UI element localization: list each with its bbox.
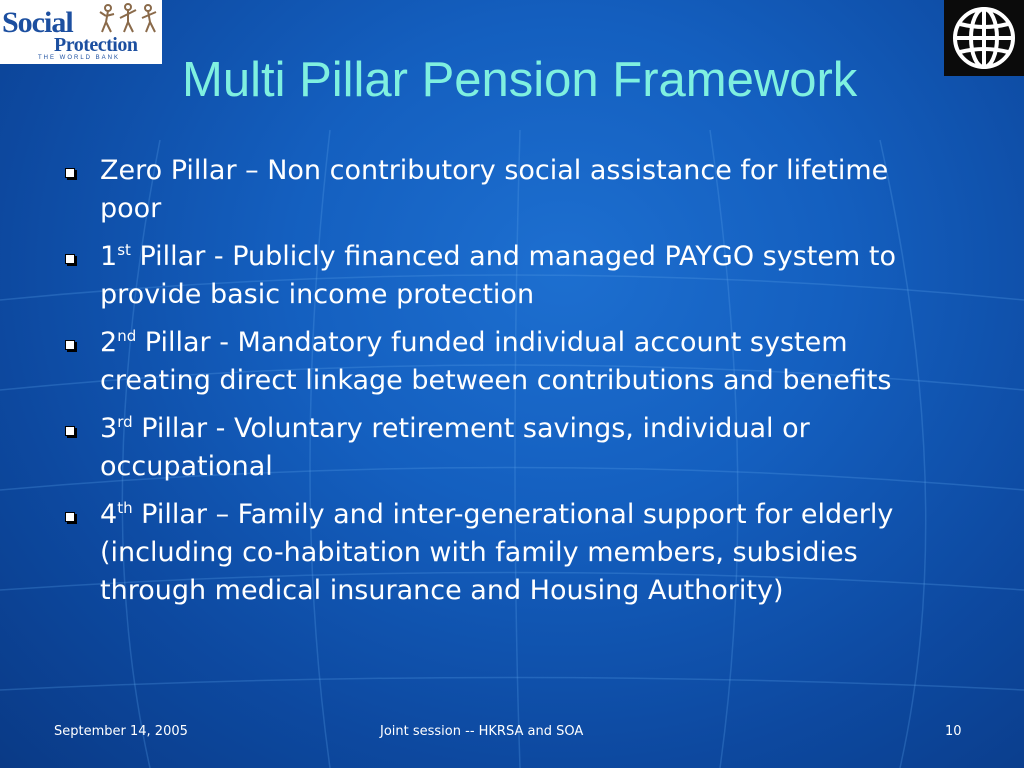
square-bullet-icon — [65, 512, 75, 522]
bullet-text: Pillar - Publicly financed and managed PAYGO system to provide basic income protection — [100, 241, 896, 310]
bullet-ordinal: st — [117, 241, 131, 259]
world-bank-globe-icon — [950, 4, 1018, 72]
bullet-item — [58, 410, 958, 486]
bullet-number: 2 — [100, 327, 118, 358]
logo-word-social: Social — [2, 6, 73, 39]
bullet-ordinal: nd — [117, 327, 137, 345]
footer-center-text: Joint session -- HKRSA and SOA — [380, 724, 584, 739]
bullet-item — [58, 238, 958, 314]
bullet-text: Pillar – Family and inter-generational support for elderly (including co-habitation with family members, subsidies through medical insurance and Housing Authority) — [100, 499, 894, 606]
square-bullet-icon — [65, 168, 75, 178]
bullet-ordinal: rd — [117, 413, 133, 431]
square-bullet-icon — [65, 340, 75, 350]
square-bullet-icon — [65, 254, 75, 264]
people-figures-icon — [98, 2, 160, 34]
bullet-text: Pillar - Mandatory funded individual account system creating direct linkage between contributions and benefits — [100, 327, 892, 396]
bullet-text: Pillar - Voluntary retirement savings, individual or occupational — [100, 413, 810, 482]
bullet-number: 1 — [100, 241, 118, 272]
footer-date: September 14, 2005 — [54, 724, 188, 739]
bullet-item — [58, 496, 958, 610]
bullet-number: 4 — [100, 499, 118, 530]
bullet-ordinal: th — [117, 499, 133, 517]
bullet-text: Zero Pillar – Non contributory social assistance for lifetime poor — [100, 155, 889, 224]
logo-word-protection: Protection — [54, 34, 138, 56]
logo-word-world-bank: THE WORLD BANK — [38, 55, 121, 61]
bullet-item — [58, 152, 958, 228]
square-bullet-icon — [65, 426, 75, 436]
bullet-number: 3 — [100, 413, 118, 444]
social-protection-logo — [0, 0, 162, 64]
bullet-item — [58, 324, 958, 400]
world-bank-logo — [944, 0, 1024, 76]
page-number: 10 — [945, 724, 962, 739]
slide-title: Multi Pillar Pension Framework — [182, 53, 858, 107]
bullet-list — [58, 152, 958, 620]
